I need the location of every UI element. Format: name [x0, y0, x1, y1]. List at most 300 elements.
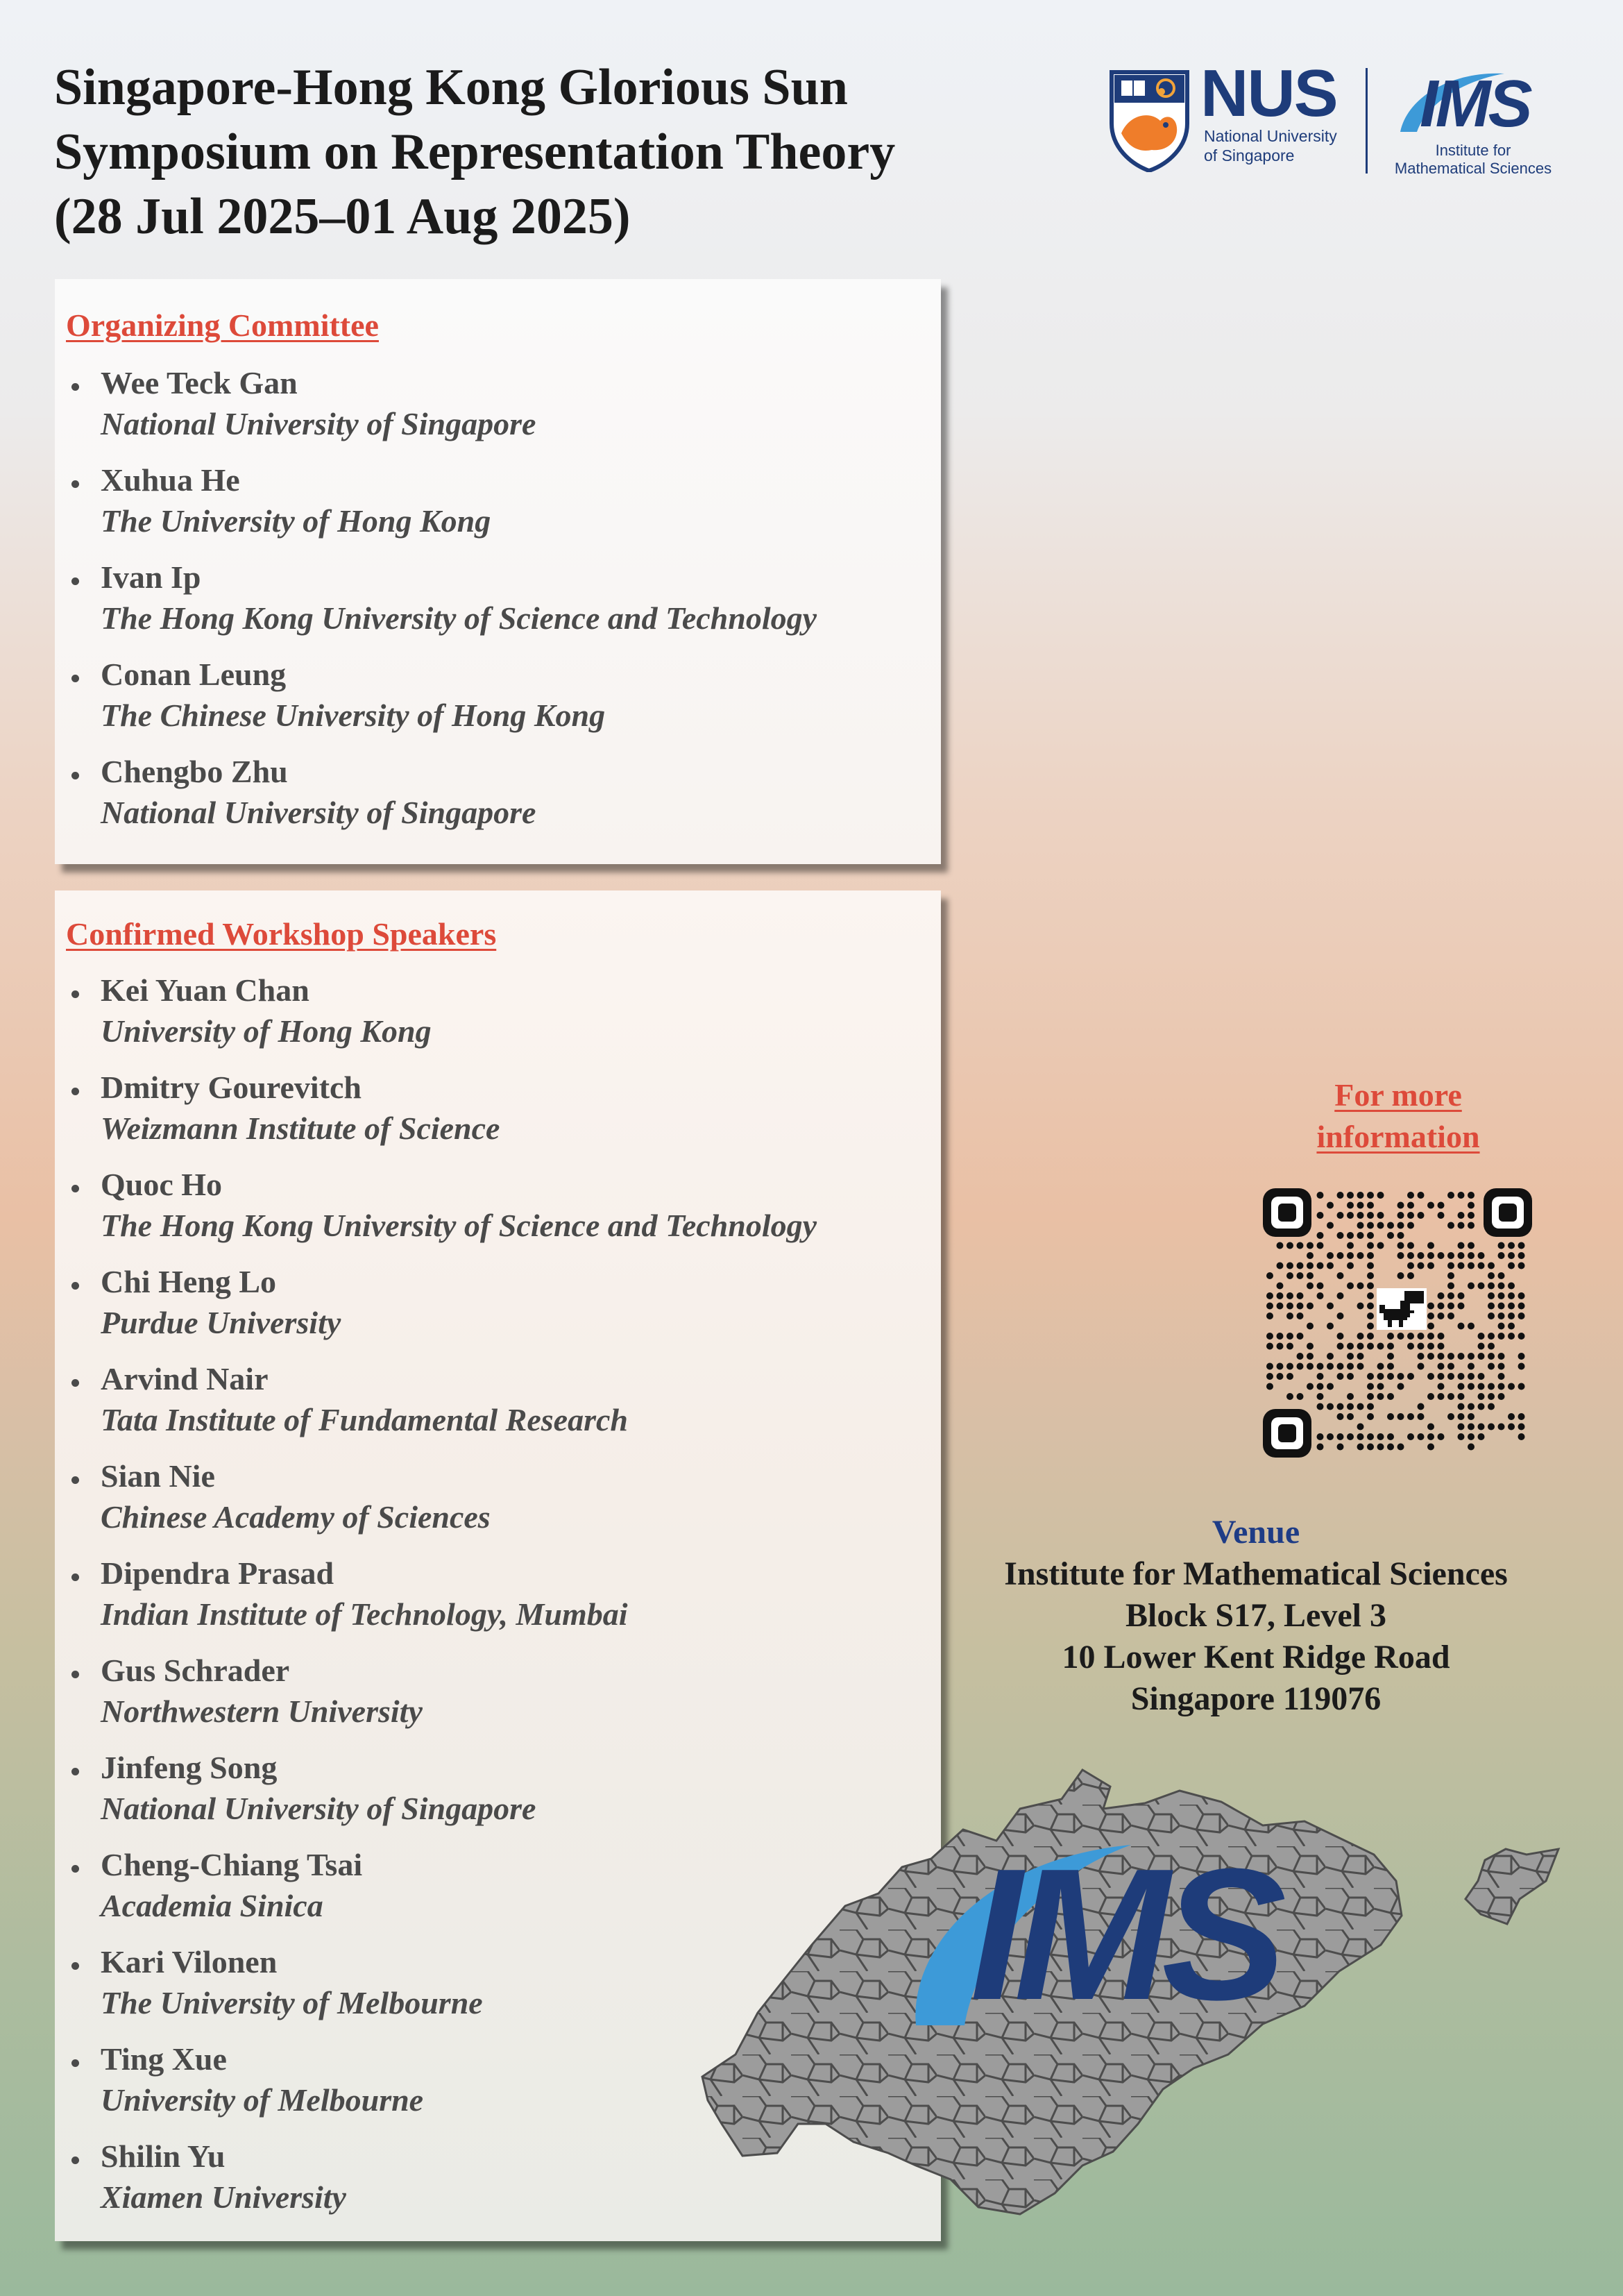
qr-dot: [1337, 1292, 1344, 1299]
nus-wordmark: NUS: [1200, 56, 1337, 130]
qr-dot: [1367, 1222, 1374, 1229]
qr-dot: [1337, 1343, 1344, 1350]
qr-dot: [1357, 1343, 1364, 1350]
qr-dot: [1508, 1333, 1515, 1340]
qr-dot: [1407, 1373, 1414, 1380]
qr-dot: [1367, 1343, 1374, 1350]
qr-dot: [1407, 1272, 1414, 1279]
qr-dot: [1357, 1303, 1364, 1310]
qr-dot: [1508, 1413, 1515, 1420]
qr-dot: [1447, 1192, 1454, 1199]
qr-dot: [1367, 1252, 1374, 1259]
qr-dot: [1387, 1343, 1394, 1350]
qr-dot: [1427, 1323, 1434, 1330]
qr-dot: [1286, 1343, 1293, 1350]
person-name: Dipendra Prasad: [101, 1555, 334, 1591]
qr-dot: [1478, 1353, 1485, 1360]
qr-dot: [1327, 1383, 1334, 1390]
qr-dot: [1488, 1343, 1495, 1350]
person-affiliation: Academia Sinica: [101, 1888, 323, 1923]
qr-dot: [1427, 1303, 1434, 1310]
qr-dot: [1407, 1212, 1414, 1219]
qr-dot: [1347, 1413, 1354, 1420]
qr-dot: [1347, 1353, 1354, 1360]
qr-dot: [1488, 1393, 1495, 1400]
list-item: [66, 1456, 817, 1553]
qr-dot: [1297, 1353, 1304, 1360]
qr-dot: [1427, 1343, 1434, 1350]
qr-dot: [1498, 1323, 1505, 1330]
qr-dot: [1518, 1353, 1525, 1360]
qr-dot: [1508, 1312, 1515, 1319]
qr-dot: [1347, 1232, 1354, 1239]
qr-dot: [1297, 1363, 1304, 1370]
list-item: [66, 970, 817, 1067]
qr-dot: [1297, 1272, 1304, 1279]
qr-finder-bottom-left: [1263, 1409, 1311, 1458]
qr-dot: [1387, 1444, 1394, 1451]
qr-dot: [1337, 1403, 1344, 1410]
qr-dot: [1447, 1312, 1454, 1319]
qr-dot: [1418, 1403, 1425, 1410]
qr-dot: [1347, 1212, 1354, 1219]
qr-dot: [1478, 1424, 1485, 1430]
qr-dot: [1508, 1323, 1515, 1330]
qr-dot: [1317, 1383, 1324, 1390]
qr-dot: [1518, 1292, 1525, 1299]
qr-dot: [1357, 1363, 1364, 1370]
qr-dot: [1297, 1242, 1304, 1249]
qr-dot: [1498, 1373, 1505, 1380]
qr-dot: [1407, 1192, 1414, 1199]
qr-dot: [1438, 1343, 1445, 1350]
qr-dot: [1418, 1192, 1425, 1199]
venue-block: [944, 1512, 1568, 1720]
qr-dot: [1297, 1303, 1304, 1310]
qr-dot: [1297, 1263, 1304, 1269]
venue-address-line: Institute for Mathematical Sciences: [1004, 1555, 1508, 1592]
qr-dot: [1397, 1232, 1404, 1239]
qr-dot: [1447, 1373, 1454, 1380]
qr-dot: [1357, 1252, 1364, 1259]
qr-dot: [1317, 1373, 1324, 1380]
qr-dot: [1418, 1333, 1425, 1340]
list-item: [66, 1165, 817, 1262]
qr-dot: [1438, 1353, 1445, 1360]
list-item: [66, 1651, 817, 1748]
qr-dot: [1277, 1242, 1284, 1249]
more-info-line-2: information: [1316, 1119, 1480, 1154]
person-affiliation: Tata Institute of Fundamental Research: [101, 1402, 628, 1437]
person-name: Ting Xue: [101, 2041, 227, 2077]
person-name: Wee Teck Gan: [101, 365, 298, 400]
venue-address-line: Block S17, Level 3: [1125, 1597, 1386, 1634]
qr-dot: [1327, 1403, 1334, 1410]
qr-dot: [1317, 1283, 1324, 1290]
qr-dot: [1488, 1292, 1495, 1299]
qr-dot: [1397, 1202, 1404, 1209]
qr-dot: [1317, 1444, 1324, 1451]
qr-dot: [1447, 1252, 1454, 1259]
ims-subtitle: [1386, 142, 1560, 178]
qr-dot: [1347, 1252, 1354, 1259]
qr-dot: [1447, 1303, 1454, 1310]
qr-dot: [1277, 1373, 1284, 1380]
person-name: Conan Leung: [101, 657, 287, 692]
list-item: [66, 752, 817, 849]
qr-dot: [1498, 1303, 1505, 1310]
qr-dot: [1347, 1263, 1354, 1269]
qr-dot: [1377, 1212, 1384, 1219]
qr-dot: [1488, 1353, 1495, 1360]
qr-dot: [1458, 1222, 1465, 1229]
qr-dot: [1286, 1303, 1293, 1310]
qr-dot: [1397, 1444, 1404, 1451]
qr-dot: [1427, 1312, 1434, 1319]
qr-dot: [1337, 1312, 1344, 1319]
qr-dot: [1357, 1232, 1364, 1239]
qr-dot: [1458, 1292, 1465, 1299]
qr-dot: [1397, 1383, 1404, 1390]
qr-dot: [1468, 1413, 1475, 1420]
person-affiliation: National University of Singapore: [101, 795, 536, 830]
qr-dot: [1468, 1283, 1475, 1290]
qr-dot: [1337, 1444, 1344, 1451]
qr-dot: [1508, 1383, 1515, 1390]
qr-dot: [1397, 1413, 1404, 1420]
qr-dot: [1286, 1263, 1293, 1269]
committee-list: [66, 363, 817, 849]
qr-dot: [1347, 1202, 1354, 1209]
qr-dot: [1407, 1333, 1414, 1340]
qr-dot: [1438, 1292, 1445, 1299]
qr-dot: [1277, 1263, 1284, 1269]
qr-dot: [1438, 1212, 1445, 1219]
qr-dot: [1367, 1192, 1374, 1199]
qr-dot: [1498, 1242, 1505, 1249]
qr-dot: [1347, 1403, 1354, 1410]
person-affiliation: Indian Institute of Technology, Mumbai: [101, 1596, 628, 1632]
organizing-committee-heading: Organizing Committee: [66, 307, 379, 343]
qr-dot: [1367, 1393, 1374, 1400]
qr-dot: [1438, 1383, 1445, 1390]
qr-dot: [1447, 1363, 1454, 1370]
list-item: [66, 557, 817, 655]
qr-dot: [1397, 1212, 1404, 1219]
qr-dot: [1357, 1192, 1364, 1199]
qr-dot: [1367, 1383, 1374, 1390]
qr-dot: [1367, 1373, 1374, 1380]
qr-dot: [1407, 1263, 1414, 1269]
list-item: [66, 1359, 817, 1456]
nus-subtitle-line-2: of Singapore: [1204, 146, 1295, 164]
qr-dot: [1508, 1424, 1515, 1430]
qr-dot: [1458, 1353, 1465, 1360]
nus-subtitle-line-1: National University: [1204, 127, 1337, 145]
qr-dot: [1397, 1373, 1404, 1380]
qr-dot: [1266, 1292, 1273, 1299]
qr-dot: [1518, 1333, 1525, 1340]
ims-subtitle-line-1: Institute for: [1435, 142, 1511, 159]
qr-dot: [1407, 1343, 1414, 1350]
qr-dot: [1468, 1424, 1475, 1430]
qr-dot: [1307, 1343, 1314, 1350]
qr-dot: [1277, 1333, 1284, 1340]
person-affiliation: University of Hong Kong: [101, 1013, 432, 1049]
qr-dot: [1458, 1252, 1465, 1259]
qr-dot: [1488, 1403, 1495, 1410]
qr-dot: [1377, 1393, 1384, 1400]
qr-dot: [1427, 1242, 1434, 1249]
qr-dot: [1498, 1272, 1505, 1279]
qr-dot: [1518, 1383, 1525, 1390]
qr-dot: [1327, 1363, 1334, 1370]
qr-dot: [1307, 1283, 1314, 1290]
person-affiliation: The Chinese University of Hong Kong: [101, 698, 606, 733]
qr-dot: [1498, 1393, 1505, 1400]
person-name: Cheng-Chiang Tsai: [101, 1847, 363, 1882]
person-affiliation: Weizmann Institute of Science: [101, 1111, 500, 1146]
qr-dot: [1367, 1433, 1374, 1440]
qr-dot: [1357, 1283, 1364, 1290]
qr-dot: [1438, 1252, 1445, 1259]
qr-dot: [1478, 1403, 1485, 1410]
qr-dot: [1488, 1383, 1495, 1390]
qr-dot: [1498, 1292, 1505, 1299]
person-name: Shilin Yu: [101, 2138, 226, 2174]
qr-dot: [1518, 1242, 1525, 1249]
qr-dot: [1427, 1202, 1434, 1209]
qr-dot: [1357, 1222, 1364, 1229]
qr-dot: [1286, 1333, 1293, 1340]
qr-dot: [1427, 1333, 1434, 1340]
person-affiliation: The Hong Kong University of Science and Technology: [101, 600, 817, 636]
person-name: Xuhua He: [101, 462, 240, 498]
qr-dot: [1447, 1222, 1454, 1229]
person-name: Chi Heng Lo: [101, 1264, 277, 1299]
qr-dot: [1427, 1353, 1434, 1360]
qr-dot: [1397, 1252, 1404, 1259]
qr-dot: [1307, 1353, 1314, 1360]
qr-dot: [1337, 1333, 1344, 1340]
qr-dot: [1447, 1413, 1454, 1420]
qr-dot: [1508, 1242, 1515, 1249]
qr-dot: [1337, 1272, 1344, 1279]
qr-dot: [1458, 1212, 1465, 1219]
qr-code-icon[interactable]: [1260, 1185, 1535, 1460]
person-affiliation: University of Melbourne: [101, 2082, 424, 2118]
title-line-2: Symposium on Representation Theory: [54, 124, 896, 180]
qr-dot: [1367, 1403, 1374, 1410]
qr-dot: [1418, 1343, 1425, 1350]
qr-dot: [1317, 1433, 1324, 1440]
qr-dot: [1266, 1373, 1273, 1380]
qr-dot: [1297, 1333, 1304, 1340]
qr-dot: [1307, 1242, 1314, 1249]
list-item: [66, 1067, 817, 1165]
qr-dot: [1478, 1252, 1485, 1259]
qr-dot: [1347, 1433, 1354, 1440]
qr-dot: [1377, 1444, 1384, 1451]
qr-dot: [1438, 1393, 1445, 1400]
person-name: Ivan Ip: [101, 559, 201, 595]
qr-dot: [1357, 1333, 1364, 1340]
qr-dot: [1478, 1343, 1485, 1350]
list-item: [66, 1262, 817, 1359]
person-affiliation: The University of Melbourne: [101, 1985, 483, 2020]
qr-dot: [1458, 1433, 1465, 1440]
qr-dot: [1367, 1212, 1374, 1219]
qr-dot: [1508, 1283, 1515, 1290]
qr-dot: [1498, 1252, 1505, 1259]
person-name: Chengbo Zhu: [101, 754, 288, 789]
ims-logo-icon: [1386, 65, 1560, 142]
qr-dot: [1478, 1333, 1485, 1340]
qr-dot: [1418, 1433, 1425, 1440]
qr-dot: [1418, 1263, 1425, 1269]
qr-dot: [1387, 1363, 1394, 1370]
qr-dot: [1367, 1292, 1374, 1299]
qr-dot: [1498, 1283, 1505, 1290]
qr-dot: [1468, 1242, 1475, 1249]
nus-subtitle: [1204, 126, 1337, 165]
qr-dot: [1438, 1433, 1445, 1440]
qr-dot: [1488, 1312, 1495, 1319]
qr-dot: [1518, 1303, 1525, 1310]
qr-dot: [1297, 1393, 1304, 1400]
qr-dot: [1458, 1323, 1465, 1330]
qr-dot: [1317, 1232, 1324, 1239]
person-name: Sian Nie: [101, 1458, 215, 1494]
qr-dot: [1468, 1444, 1475, 1451]
qr-dot: [1438, 1373, 1445, 1380]
qr-dot: [1468, 1433, 1475, 1440]
qr-dot: [1458, 1403, 1465, 1410]
qr-dot: [1377, 1242, 1384, 1249]
qr-dot: [1266, 1312, 1273, 1319]
qr-dot: [1468, 1192, 1475, 1199]
qr-dot: [1478, 1373, 1485, 1380]
qr-dot: [1488, 1303, 1495, 1310]
qr-dot: [1518, 1424, 1525, 1430]
qr-dot: [1286, 1292, 1293, 1299]
qr-dot: [1458, 1413, 1465, 1420]
qr-dot: [1307, 1363, 1314, 1370]
qr-dot: [1377, 1222, 1384, 1229]
qr-dot: [1286, 1393, 1293, 1400]
qr-dot: [1397, 1272, 1404, 1279]
title-line-1: Singapore-Hong Kong Glorious Sun: [54, 59, 848, 116]
qr-dot: [1498, 1353, 1505, 1360]
qr-dot: [1518, 1312, 1525, 1319]
qr-dot: [1407, 1242, 1414, 1249]
qr-dot: [1387, 1353, 1394, 1360]
qr-dot: [1397, 1333, 1404, 1340]
ims-logo-large-text: IMS: [970, 1830, 1279, 2039]
qr-dot: [1468, 1373, 1475, 1380]
qr-dot: [1266, 1343, 1273, 1350]
more-info-line-1: For more: [1334, 1077, 1462, 1113]
qr-dot: [1297, 1312, 1304, 1319]
nus-shield-icon: [1109, 69, 1190, 172]
person-name: Arvind Nair: [101, 1361, 269, 1396]
qr-dot: [1277, 1283, 1284, 1290]
qr-dot: [1286, 1312, 1293, 1319]
more-info-link[interactable]: [1263, 1074, 1533, 1158]
workshop-speakers-heading: Confirmed Workshop Speakers: [66, 916, 497, 952]
qr-dot: [1387, 1393, 1394, 1400]
qr-dot: [1347, 1393, 1354, 1400]
qr-dot: [1447, 1283, 1454, 1290]
ims-logo-large-icon: [902, 1817, 1305, 2039]
person-affiliation: The Hong Kong University of Science and Technology: [101, 1208, 817, 1243]
qr-dot: [1397, 1242, 1404, 1249]
qr-dot: [1347, 1373, 1354, 1380]
person-name: Quoc Ho: [101, 1167, 223, 1202]
poster-title: [54, 56, 956, 249]
qr-dot: [1498, 1363, 1505, 1370]
qr-dot: [1427, 1252, 1434, 1259]
qr-dot: [1458, 1393, 1465, 1400]
qr-dot: [1468, 1212, 1475, 1219]
qr-dot: [1367, 1242, 1374, 1249]
qr-dot: [1478, 1263, 1485, 1269]
qr-dot: [1357, 1353, 1364, 1360]
qr-dot: [1387, 1433, 1394, 1440]
qr-dot: [1367, 1333, 1374, 1340]
qr-dot: [1498, 1312, 1505, 1319]
qr-dot: [1498, 1383, 1505, 1390]
qr-dot: [1478, 1383, 1485, 1390]
qr-dot: [1286, 1272, 1293, 1279]
qr-dot: [1286, 1242, 1293, 1249]
qr-dot: [1307, 1383, 1314, 1390]
qr-dot: [1357, 1433, 1364, 1440]
qr-dot: [1458, 1383, 1465, 1390]
person-name: Kari Vilonen: [101, 1944, 278, 1980]
qr-dot: [1337, 1413, 1344, 1420]
qr-dot: [1266, 1333, 1273, 1340]
person-affiliation: Xiamen University: [101, 2179, 346, 2215]
qr-dot: [1397, 1222, 1404, 1229]
qr-dot: [1357, 1444, 1364, 1451]
qr-dot: [1418, 1363, 1425, 1370]
qr-dot: [1327, 1323, 1334, 1330]
qr-dot: [1407, 1222, 1414, 1229]
qr-dot: [1347, 1242, 1354, 1249]
qr-dot: [1387, 1333, 1394, 1340]
qr-dot: [1387, 1232, 1394, 1239]
qr-dot: [1327, 1303, 1334, 1310]
qr-dot: [1508, 1252, 1515, 1259]
qr-dot: [1377, 1192, 1384, 1199]
qr-dot: [1468, 1222, 1475, 1229]
qr-dot: [1468, 1252, 1475, 1259]
qr-dot: [1317, 1393, 1324, 1400]
qr-dot: [1468, 1323, 1475, 1330]
qr-dot: [1518, 1252, 1525, 1259]
ims-subtitle-line-2: Mathematical Sciences: [1394, 160, 1552, 177]
dinosaur-icon: [1377, 1288, 1427, 1330]
person-affiliation: Purdue University: [101, 1305, 341, 1340]
qr-dot: [1367, 1323, 1374, 1330]
qr-dot: [1327, 1222, 1334, 1229]
qr-dot: [1518, 1413, 1525, 1420]
qr-dot: [1407, 1413, 1414, 1420]
qr-dot: [1498, 1333, 1505, 1340]
qr-dot: [1427, 1433, 1434, 1440]
qr-dot: [1327, 1202, 1334, 1209]
